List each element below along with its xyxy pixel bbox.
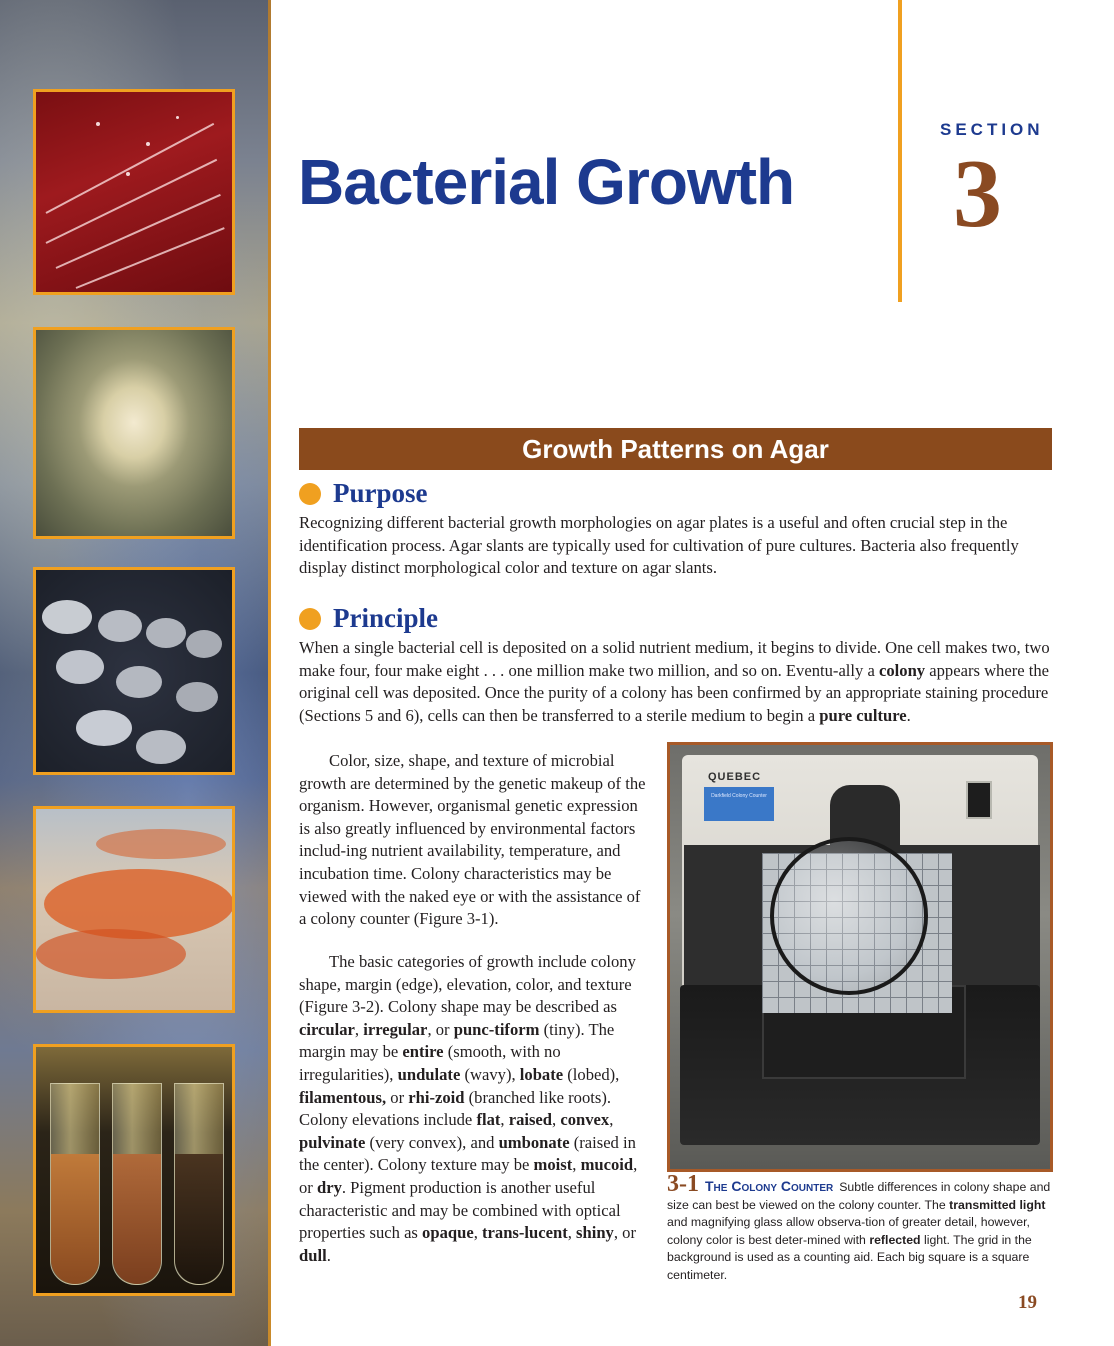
power-switch-icon [966,781,992,819]
purpose-heading-text: Purpose [333,478,428,508]
section-number: 3 [953,140,1002,248]
device-brand: QUEBEC [708,771,762,783]
mucoid-colonies-photo [33,567,235,775]
agar-slant-tubes-photo [33,1044,235,1296]
bullet-icon [299,608,321,630]
section-divider [898,0,902,302]
topic-banner: Growth Patterns on Agar [299,428,1052,470]
purpose-heading [299,478,428,509]
bullet-icon [299,483,321,505]
principle-heading-text: Principle [333,603,438,633]
colony-on-plate-photo [33,327,235,539]
section-label: SECTION [940,120,1044,139]
purpose-paragraph: Recognizing different bacterial growth morphologies on agar plates is a useful and often crucial step in the identification process. Agar slants are typically used for cultivation of pure cultures. Bacteria also frequently display distinct morphological color and texture on agar slants. [299,513,1019,578]
figure-title: The Colony Counter [705,1178,834,1194]
page-number: 19 [1018,1292,1037,1313]
device-label-plate: Darkfield Colony Counter [704,787,774,821]
principle-paragraph-1: When a single bacterial cell is deposited on a solid nutrient medium, it begins to divide. One cell makes two, two make four, four make eight . . . one million make two million, and so on. Eventu-ally a colony appears where the original cell was deposited. Once the purity of a colony has been confirmed by an appropriate staining procedure (Sections 5 and 6), cells can then be transferred to a sterile medium to begin a pure culture. [299,638,1050,725]
figure-number: 3-1 [667,1171,699,1197]
term-pure-culture: pure culture [819,705,907,725]
colony-counter-figure [667,742,1053,1172]
orange-colonies-photo [33,806,235,1013]
term-colony: colony [879,660,926,680]
red-agar-streak-photo [33,89,235,295]
magnifying-lens-icon [770,837,928,995]
principle-paragraph-2: Color, size, shape, and texture of microbial growth are determined by the genetic makeup of the organism. However, organismal genetic expression is also greatly influenced by environmental factors includ-ing nutrient availability, temperature, and incubation time. Colony characteristics may be viewed with the naked eye or with the assistance of a colony counter (Figure 3-1). [299,751,646,929]
page-title: Bacterial Growth [298,146,795,218]
side-strip-edge [268,0,271,1346]
principle-paragraph-3: The basic categories of growth include colony shape, margin (edge), elevation, color, and texture (Figure 3-2). Colony shape may be described as circular, irregular, or punc-tiform (tiny). The margin may be entire (smooth, with no irregularities), undulate (wavy), lobate (lobed), filamentous, or rhi-zoid (branched like roots). Colony elevations include flat, raised, convex, pulvinate (very convex), and umbonate (raised in the center). Colony texture may be moist, mucoid, or dry. Pigment production is another useful characteristic and may be combined with optical properties such as opaque, trans-lucent, shiny, or dull. [299,952,638,1265]
principle-heading [299,603,438,634]
figure-caption: 3-1 The Colony Counter Subtle differences in colony shape and size can best be viewed on the colony counter. The transmitted light and magnifying glass allow observa-tion of greater detail, however, colony color is best deter-mined with reflected light. The grid in the background is used as a counting aid. Each big square is a square centimeter. [667,1171,1051,1282]
